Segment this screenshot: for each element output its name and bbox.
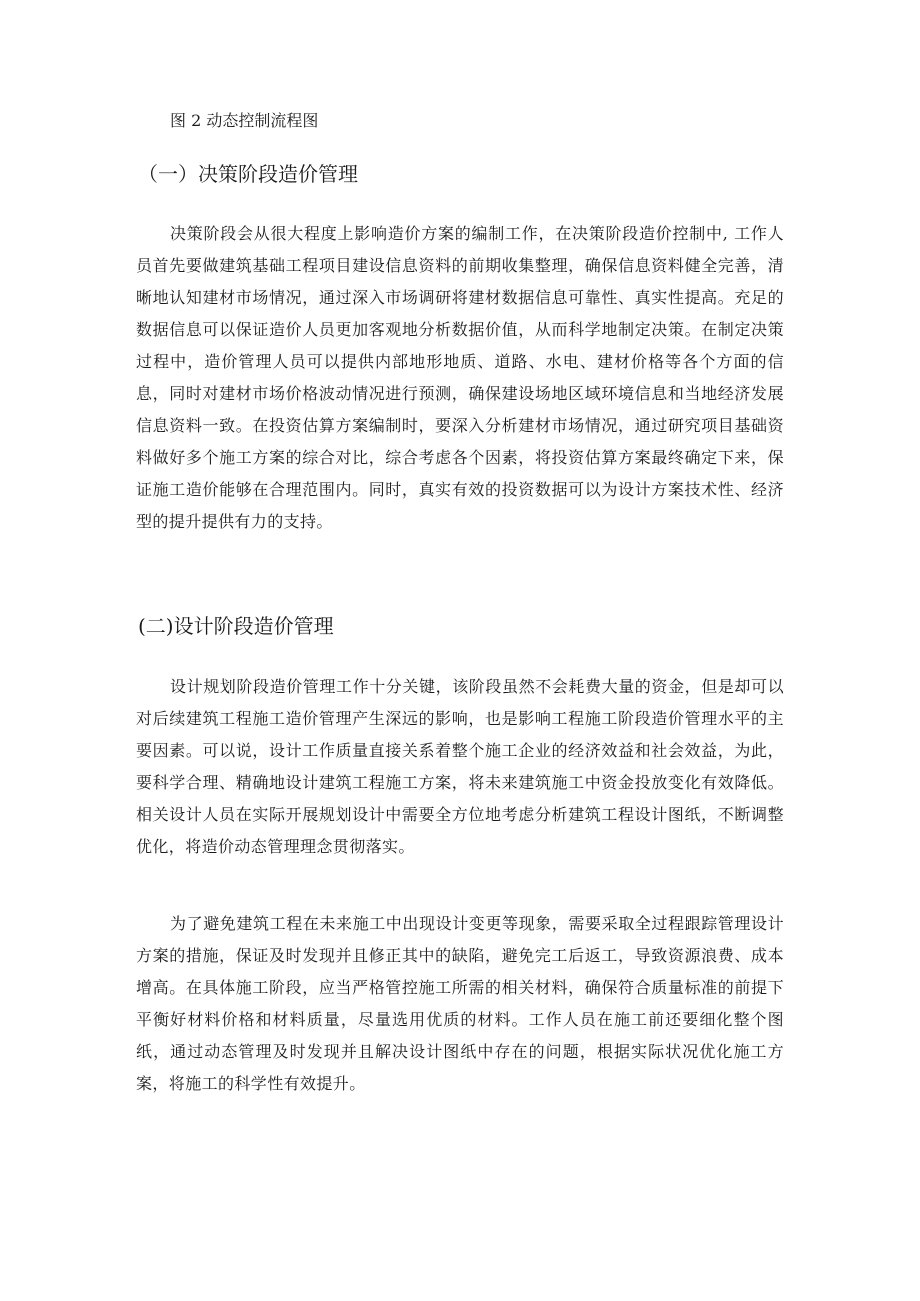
paragraph-decision-stage: 决策阶段会从很大程度上影响造价方案的编制工作，在决策阶段造价控制中, 工作人员首先要做建筑基础工程项目建设信息资料的前期收集整理，确保信息资料健全完善，清晰地认知建材市场情况，通过深入市场调研将建材数据信息可靠性、真实性提高。充足的数据信息可以保证造价人员更加客观地分析数据价值，从而科学地制定决策。在制定决策过程中，造价管理人员可以提供内部地形地质、道路、水电、建材价格等各个方面的信息，同时对建材市场价格波动情况进行预测，确保建设场地区域环境信息和当地经济发展信息资料一致。在投资估算方案编制时，要深入分析建材市场情况，通过研究项目基础资料做好多个施工方案的综合对比，综合考虑各个因素，将投资估算方案最终确定下来，保证施工造价能够在合理范围内。同时，真实有效的投资数据可以为设计方案技术性、经济型的提升提供有力的支持。: [136, 224, 784, 531]
section-heading-design-stage: (二)设计阶段造价管理: [138, 614, 334, 638]
paragraph-design-stage-2: 为了避免建筑工程在未来施工中出现设计变更等现象，需要采取全过程跟踪管理设计方案的措施，保证及时发现并且修正其中的缺陷，避免完工后返工，导致资源浪费、成本增高。在具体施工阶段，应当严格管控施工所需的相关材料，确保符合质量标准的前提下平衡好材料价格和材料质量，尽量选用优质的材料。工作人员在施工前还要细化整个图纸，通过动态管理及时发现并且解决设计图纸中存在的问题，根据实际状况优化施工方案，将施工的科学性有效提升。: [136, 914, 784, 1093]
section-heading-decision-stage: （一）决策阶段造价管理: [138, 162, 358, 186]
figure-caption: 图 2 动态控制流程图: [170, 111, 319, 130]
paragraph-design-stage-1: 设计规划阶段造价管理工作十分关键，该阶段虽然不会耗费大量的资金，但是却可以对后续建筑工程施工造价管理产生深远的影响，也是影响工程施工阶段造价管理水平的主要因素。可以说，设计工作质量直接关系着整个施工企业的经济效益和社会效益，为此，要科学合理、精确地设计建筑工程施工方案，将未来建筑施工中资金投放变化有效降低。相关设计人员在实际开展规划设计中需要全方位地考虑分析建筑工程设计图纸，不断调整优化，将造价动态管理理念贯彻落实。: [136, 677, 784, 856]
